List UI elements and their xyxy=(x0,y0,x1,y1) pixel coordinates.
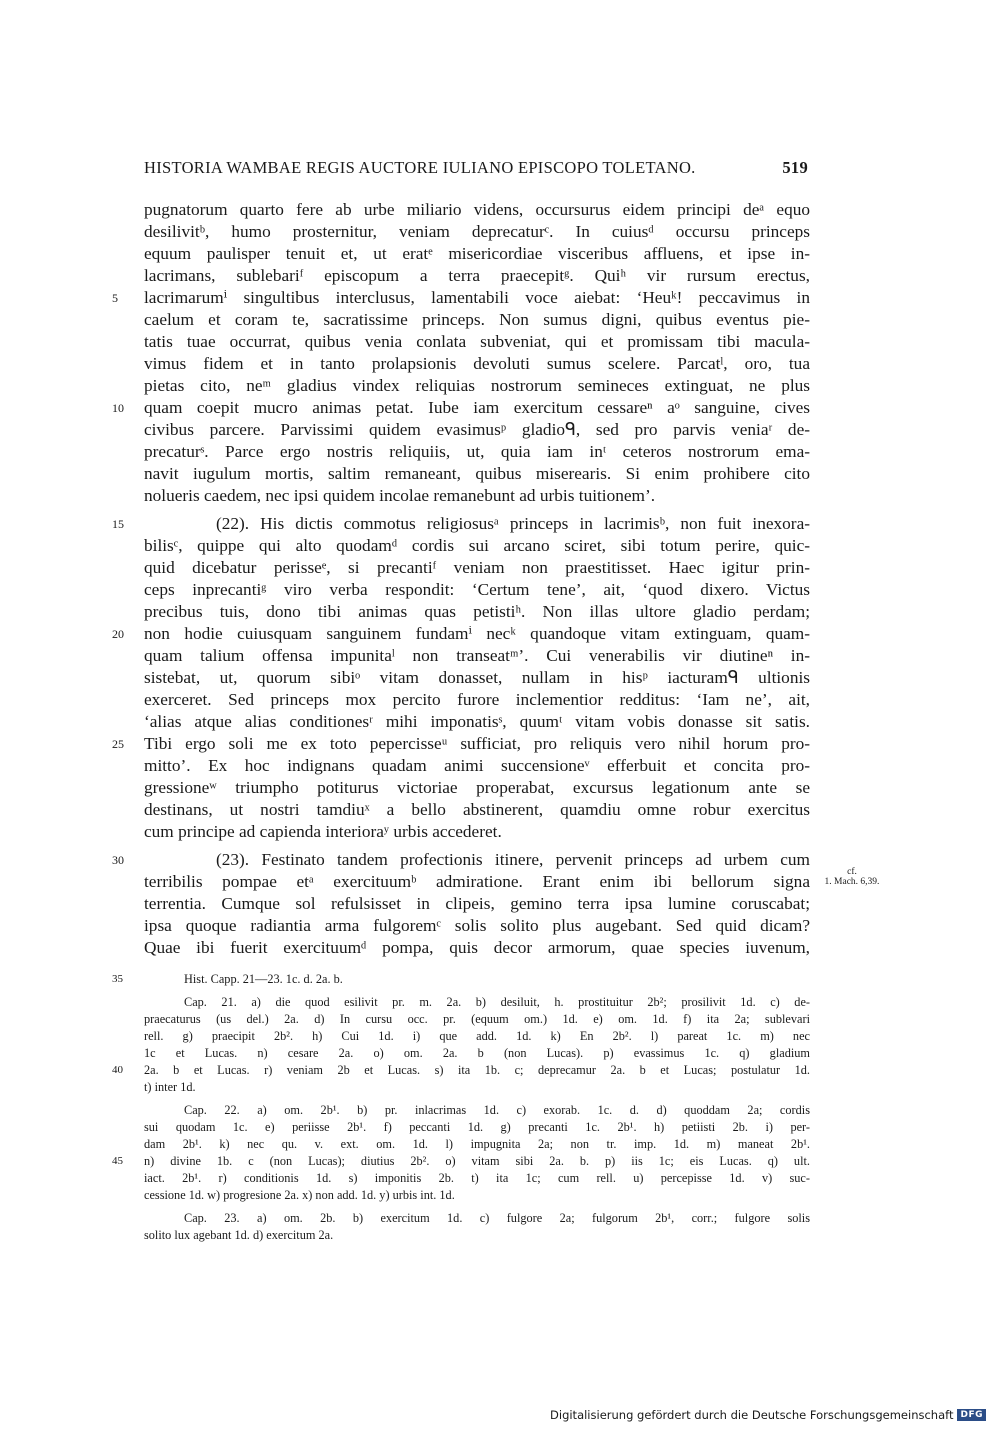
footnote-line: 1c et Lucas. n) cesare 2a. o) om. 2a. b (non Lucas). p) evassimus 1c. q) gladium xyxy=(144,1046,810,1060)
digitization-credit xyxy=(550,1408,986,1422)
footnote-line: Cap. 22. a) om. 2b¹. b) pr. inlacrimas 1d. c) exorab. 1c. d. d) quoddam 2a; cordis xyxy=(184,1103,810,1117)
text-line: precaturˢ. Parce ergo nostris reliquiis, ut, quia iam inᵗ ceteros nostrorum ema- xyxy=(144,442,810,461)
footnote-line: praecaturus (us del.) 2a. d) In cursu occ. pr. (equum om.) 1d. e) om. 1d. f) ita 2a; sublevari xyxy=(144,1012,810,1026)
text-line: lacrimans, sublebariᶠ episcopum a terra praecepitᵍ. Quiʰ vir rursum erectus, xyxy=(144,266,810,285)
text-line: gressioneʷ triumpho potiturus victoriae properabat, excursus legationum ante se xyxy=(144,778,810,797)
text-line: (23). Festinato tandem profectionis itinere, pervenit princeps ad urbem cum xyxy=(216,850,810,869)
line-number: 20 xyxy=(112,627,124,641)
footnote-line: rell. g) praecipit 2b². h) Cui 1d. i) que add. 1d. k) En 2b². l) pareat 1c. m) nec xyxy=(144,1029,810,1043)
text-line: non hodie cuiusquam sanguinem fundamⁱ necᵏ quandoque vitam extinguam, quam- xyxy=(144,624,810,643)
text-line: exerceret. Sed princeps mox percito furore inclementior redditus: ‘Iam ne’, ait, xyxy=(144,690,810,709)
footnote-line: t) inter 1d. xyxy=(144,1080,196,1094)
text-line: terribilis pompae etᵃ exercituumᵇ admiratione. Erant enim ibi bellorum signa xyxy=(144,872,810,891)
line-number: 5 xyxy=(112,291,118,305)
text-line: cum principe ad capienda interioraʸ urbis accederet. xyxy=(144,822,502,841)
text-line: bilisᶜ, quippe qui alto quodamᵈ cordis sui arcano sciret, sibi totum perire, quic- xyxy=(144,536,810,555)
text-line: destinans, ut nostri tamdiuˣ a bello abstinerent, quamdiu omne robur exercitus xyxy=(144,800,810,819)
line-number: 10 xyxy=(112,401,124,415)
page-number: 519 xyxy=(782,158,808,177)
text-line: vimus fidem et in tanto prolapsionis devoluti sumus scelere. Parcatˡ, oro, tua xyxy=(144,354,810,373)
text-line: ceps inprecantiᵍ viro verba respondit: ‘Certum tene’, ait, ‘quod dixero. Victus xyxy=(144,580,810,599)
text-line: caelum et coram te, sacratissime princeps. Non sumus digni, quibus eventus pie- xyxy=(144,310,810,329)
credit-text: Digitalisierung gefördert durch die Deutsche Forschungsgemeinschaft xyxy=(550,1408,954,1422)
text-line: quam coepit mucro animas petat. Iube iam exercitum cessareⁿ aᵒ sanguine, cives xyxy=(144,398,810,417)
margin-note-cf: cf. xyxy=(847,867,857,877)
footnote-line: solito lux agebant 1d. d) exercitum 2a. xyxy=(144,1228,334,1242)
footnote-line: Hist. Capp. 21—23. 1c. d. 2a. b. xyxy=(184,972,343,986)
text-line: Tibi ergo soli me ex toto pepercisseᵘ sufficiat, pro reliquis vero nihil horum pro- xyxy=(144,734,810,753)
text-line: Quae ibi fuerit exercituumᵈ pompa, quis decor armorum, quae species iuvenum, xyxy=(144,938,810,957)
margin-reference xyxy=(812,867,892,887)
text-line: ‘alias atque alias conditionesʳ mihi imponatisˢ, quumᵗ vitam vobis donasse sit satis. xyxy=(144,712,810,731)
footnote-line: cessione 1d. w) progresione 2a. x) non add. 1d. y) urbis int. 1d. xyxy=(144,1188,455,1202)
dfg-logo: DFG xyxy=(957,1409,986,1421)
text-line: lacrimarumⁱ singultibus interclusus, lamentabili voce aiebat: ‘Heuᵏ! peccavimus in xyxy=(144,288,810,307)
footnote-line: 2a. b et Lucas. r) veniam 2b et Lucas. s) ita 1b. c; deprecamur 2a. b et Lucas; postulatur 1d. xyxy=(144,1063,810,1077)
footnote-line: iact. 2b¹. r) conditionis 1d. s) imponitis 2b. t) ita 1c; cum rell. u) percepisse 1d. v) suc- xyxy=(144,1171,810,1185)
text-line: pietas cito, neᵐ gladius vindex reliquias nostrorum semineces extinguat, ne plus xyxy=(144,376,810,395)
footnote-line-number: 40 xyxy=(112,1064,123,1076)
footnote-line: n) divine 1b. c (non Lucas); diutius 2b². o) vitam sibi 2a. b. p) iis 1c; eis Lucas. q) ult. xyxy=(144,1154,810,1168)
header-title: HISTORIA WAMBAE REGIS AUCTORE IULIANO EPISCOPO TOLETANO. xyxy=(144,158,696,177)
footnote-line: Cap. 21. a) die quod esilivit pr. m. 2a. b) desiluit, h. prostituitur 2b²; prosilivit 1d. c) de- xyxy=(184,995,810,1009)
text-line: nolueris caedem, nec ipsi quidem incolae remanebunt ad urbis tuitionem’. xyxy=(144,486,656,505)
line-number: 30 xyxy=(112,853,124,867)
text-line: sistebat, ut, quorum sibiᵒ vitam donasset, nullam in hisᵖ iacturamᑫ ultionis xyxy=(144,668,810,687)
text-line: precibus tuis, dono tibi animas quas petistiʰ. Non illas ultore gladio perdam; xyxy=(144,602,810,621)
footnote-line: dam 2b¹. k) nec qu. v. ext. om. 1d. l) impugnita 2a; non tr. imp. 1d. m) maneat 2b¹. xyxy=(144,1137,810,1151)
footnote-line-number: 35 xyxy=(112,973,123,985)
text-line: quam talium offensa impunitaˡ non transeatᵐ’. Cui venerabilis vir diutineⁿ in- xyxy=(144,646,810,665)
text-line: desilivitᵇ, humo prosternitur, veniam deprecaturᶜ. In cuiusᵈ occursu princeps xyxy=(144,222,810,241)
footnote-line: sui quodam 1c. e) periisse 2b¹. f) peccanti 1d. g) precanti 1c. 2b¹. h) petiisti 2b. i) per- xyxy=(144,1120,810,1134)
footnote-line: Cap. 23. a) om. 2b. b) exercitum 1d. c) fulgore 2a; fulgorum 2b¹, corr.; fulgore solis xyxy=(184,1211,810,1225)
text-line: ipsa quoque radiantia arma fulgoremᶜ solis solito plus augebant. Sed quid dicam? xyxy=(144,916,810,935)
text-line: navit iugulum mortis, saltim remaneant, quibus miserearis. Si enim prohibere cito xyxy=(144,464,810,483)
text-line: pugnatorum quarto fere ab urbe miliario videns, occursurus eidem principi deᵃ equo xyxy=(144,200,810,219)
text-line: terrentia. Cumque sol refulsisset in clipeis, gemino terra ipsa lumine coruscabat; xyxy=(144,894,810,913)
text-line: (22). His dictis commotus religiosusᵃ princeps in lacrimisᵇ, non fuit inexora- xyxy=(216,514,810,533)
text-line: equum paulisper tenuit et, ut eratᵉ misericordiae visceribus affluens, et ipse in- xyxy=(144,244,810,263)
margin-note-ref: 1. Mach. 6,39. xyxy=(824,877,880,887)
text-line: quid dicebatur perisseᵉ, si precantiᶠ veniam non praestitisset. Haec igitur prin- xyxy=(144,558,810,577)
line-number: 25 xyxy=(112,737,124,751)
running-header xyxy=(144,158,808,178)
text-line: tatis tuae occurrat, quibus venia conlata subveniat, qui et promissam tibi macula- xyxy=(144,332,810,351)
text-line: mitto’. Ex hoc indignans quadam animi succensioneᵛ efferbuit et concita pro- xyxy=(144,756,810,775)
text-line: civibus parcere. Parvissimi quidem evasimusᵖ gladioᑫ, sed pro parvis veniaʳ de- xyxy=(144,420,810,439)
footnote-line-number: 45 xyxy=(112,1155,123,1167)
line-number: 15 xyxy=(112,517,124,531)
